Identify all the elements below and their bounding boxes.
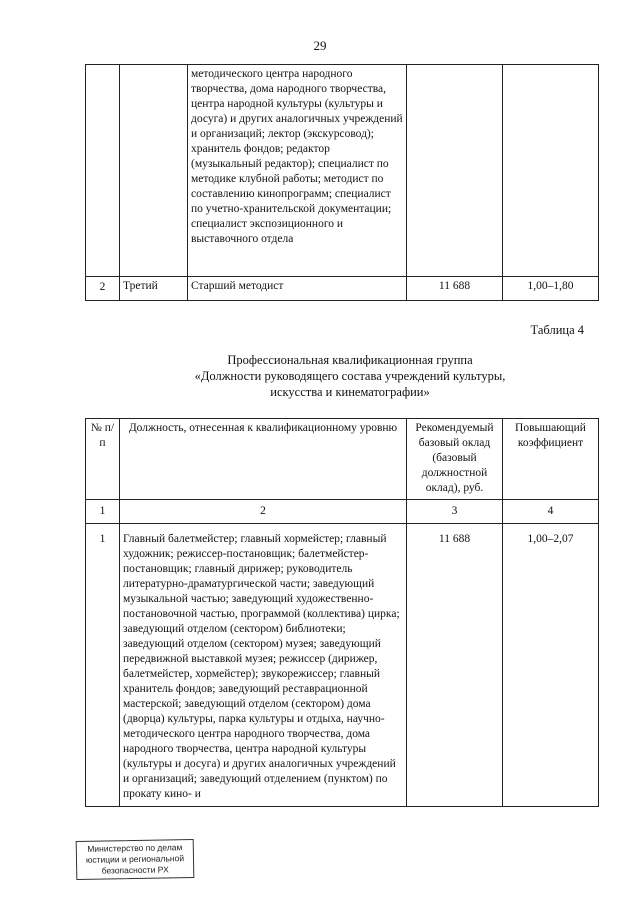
group-heading — [120, 352, 580, 400]
page-number: 29 — [313, 38, 327, 53]
level-cell: Третий — [120, 277, 188, 301]
coefficient-cell: 1,00–2,07 — [503, 524, 599, 807]
header-salary: Рекомендуемый базовый оклад (базовый должностной оклад), руб. — [407, 419, 503, 500]
position-cell: Старший методист — [188, 277, 407, 301]
table-4 — [85, 418, 599, 807]
stamp-line: Министерство по делам — [87, 842, 183, 854]
table-label: Таблица 4 — [530, 323, 584, 337]
column-number: 4 — [503, 500, 599, 524]
group-heading-line: искусства и кинематографии» — [270, 385, 430, 399]
salary-cell: 11 688 — [407, 524, 503, 807]
position-cell: Главный балетмейстер; главный хормейстер; главный художник; режиссер-постановщик; балетмейстер-постановщик; главный дирижер; руководитель литературно-драматургической части; заведующий музыкальной частью; заведующий художественно-постановочной частью, программой (коллектива) цирка; заведующий отделом (сектором) библиотеки; заведующий отделом (сектором) музея; заведующий передвижной выставкой музея; режиссер (дирижер, балетмейстер, хормейстер); звукорежиссер; главный хранитель фондов; заведующий реставрационной мастерской; заведующий отделом (сектором) дома (дворца) культуры, парка культуры и отдыха, научно-методического центра народного творчества, дома народного творчества, центра народной культуры (культуры и досуга) и других аналогичных учреждений и организаций; заведующий отделением (пунктом) по прокату кино- и — [120, 524, 407, 807]
header-coefficient: Повышающий коэффициент — [503, 419, 599, 500]
coefficient-cell: 1,00–1,80 — [503, 277, 599, 301]
table-row — [86, 277, 599, 301]
column-number: 3 — [407, 500, 503, 524]
salary-cell: 11 688 — [407, 277, 503, 301]
column-number: 2 — [120, 500, 407, 524]
stamp-line: юстиции и региональной — [85, 853, 185, 865]
group-heading-line: «Должности руководящего состава учреждений культуры, — [194, 369, 506, 383]
column-number-row — [86, 500, 599, 524]
continued-table — [85, 64, 599, 301]
table-row — [86, 524, 599, 807]
group-heading-line: Профессиональная квалификационная группа — [227, 353, 473, 367]
row-number: 2 — [86, 277, 120, 301]
position-cell: методического центра народного творчества, дома народного творчества, центра народной культуры (культуры и досуга) и других аналогичных учреждений и организаций; лектор (экскурсовод); хранитель фондов; редактор (музыкальный редактор); специалист по методике клубной работы; методист по составлению кинопрограмм; специалист по учетно-хранительской документации; специалист экспозиционного и выставочного отдела — [188, 65, 407, 277]
table-row — [86, 65, 599, 277]
header-position: Должность, отнесенная к квалификационному уровню — [120, 419, 407, 500]
ministry-stamp — [76, 839, 195, 880]
row-number: 1 — [86, 524, 120, 807]
header-num: № п/п — [86, 419, 120, 500]
stamp-line: безопасности РХ — [101, 864, 169, 876]
header-row — [86, 419, 599, 500]
column-number: 1 — [86, 500, 120, 524]
